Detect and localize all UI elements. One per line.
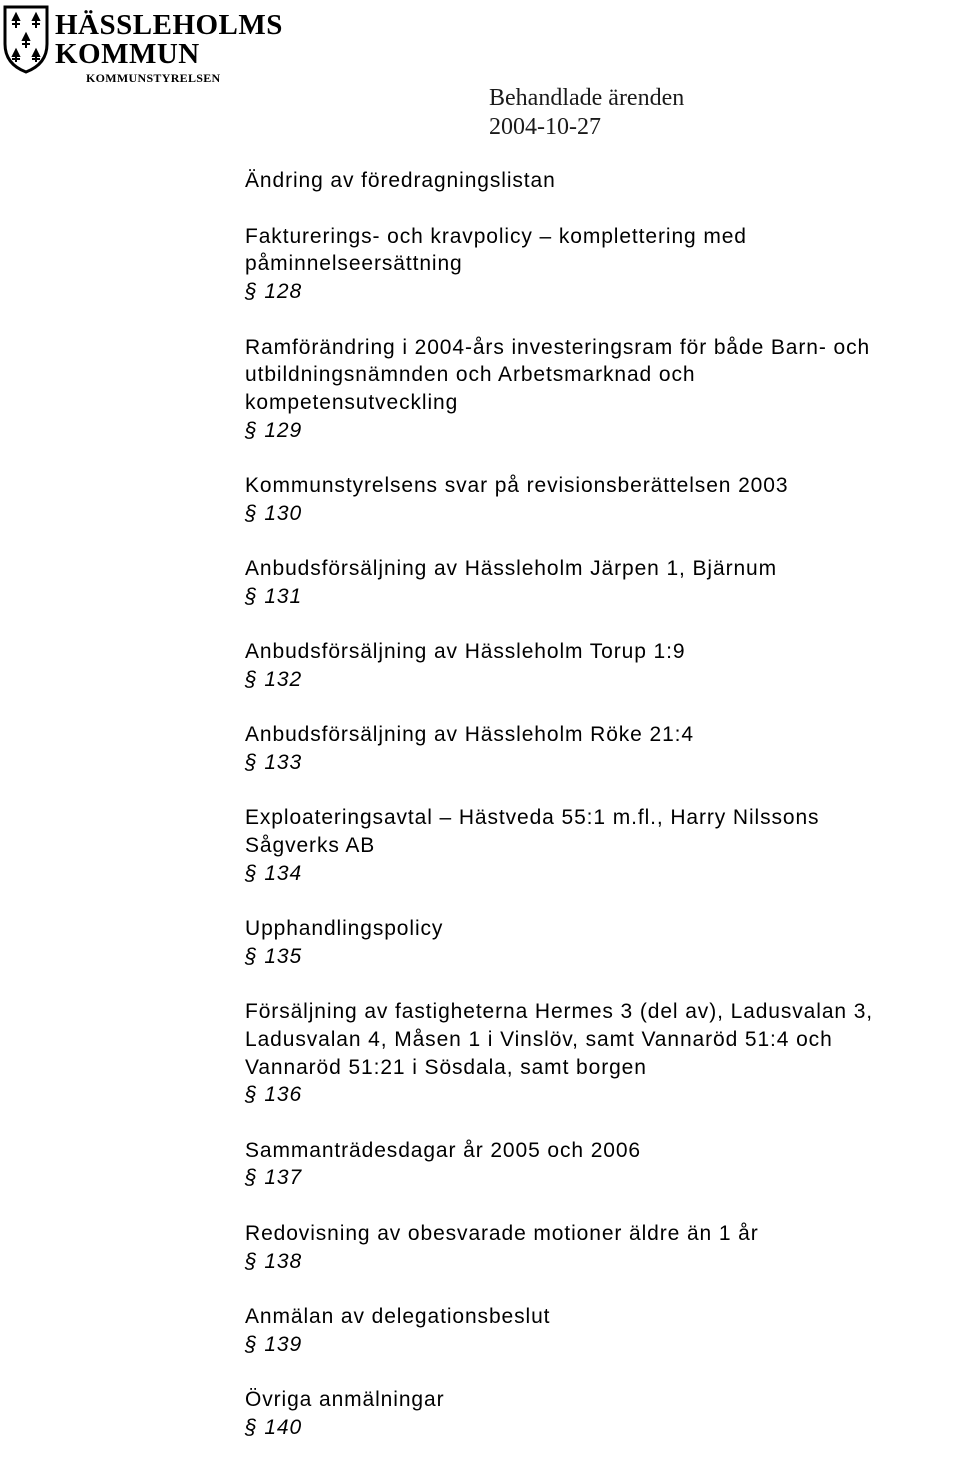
agenda-item-title: Övriga anmälningar (245, 1388, 445, 1412)
agenda-item-section: § 139 (245, 1332, 303, 1356)
agenda-item-title: Exploateringsavtal – Hästveda 55:1 m.fl., Harry Nilssons Sågverks AB (245, 806, 820, 858)
agenda-item (245, 1386, 960, 1441)
agenda-first-item: Ändring av föredragningslistan (245, 169, 556, 192)
agenda-item-section: § 138 (245, 1249, 303, 1273)
agenda-item-title: Upphandlingspolicy (245, 917, 444, 941)
agenda-item-title: Försäljning av fastigheterna Hermes 3 (del av), Ladusvalan 3, Ladusvalan 4, Måsen 1 i Vinslöv, samt Vannaröd 51:4 och Vannaröd 51:21 i Sösdala, samt borgen (245, 1000, 874, 1079)
agenda-item-section: § 129 (245, 418, 303, 442)
logo-text-line2: KOMMUN (55, 38, 200, 70)
agenda-item (245, 334, 960, 445)
agenda-item-title: Redovisning av obesvarade motioner äldre än 1 år (245, 1221, 759, 1245)
agenda-item-section: § 130 (245, 501, 303, 525)
agenda-item-section: § 135 (245, 944, 303, 968)
agenda-item-title: Anbudsförsäljning av Hässleholm Järpen 1, Bjärnum (245, 557, 778, 581)
agenda-item (245, 638, 960, 693)
agenda-item (245, 721, 960, 776)
agenda-item-section: § 133 (245, 750, 303, 774)
agenda-item-title: Anmälan av delegationsbeslut (245, 1304, 551, 1328)
logo-text-line1: HÄSSLEHOLMS (55, 9, 283, 41)
coat-of-arms-icon (2, 4, 50, 74)
agenda-item (245, 1220, 960, 1275)
agenda-item-title: Anbudsförsäljning av Hässleholm Torup 1:9 (245, 640, 686, 664)
agenda-item-section: § 128 (245, 280, 303, 304)
agenda-item-title: Ramförändring i 2004-års investeringsram för både Barn- och utbildningsnämnden och Arbetsmarknad och kompetensutveckling (245, 335, 871, 414)
agenda-item (245, 915, 960, 970)
municipality-logo (0, 0, 283, 90)
logo-text-line3: KOMMUNSTYRELSEN (86, 71, 221, 85)
document-header (489, 84, 684, 142)
agenda-item (245, 472, 960, 527)
agenda-item (245, 998, 960, 1109)
agenda-item (245, 1303, 960, 1358)
agenda-item-section: § 137 (245, 1166, 303, 1190)
agenda-item (245, 555, 960, 610)
agenda-item (245, 223, 960, 306)
agenda-item-section: § 132 (245, 667, 303, 691)
document-date: 2004-10-27 (489, 114, 601, 140)
agenda-item (245, 804, 960, 887)
agenda-item-title: Kommunstyrelsens svar på revisionsberättelsen 2003 (245, 474, 789, 497)
agenda-item-section: § 134 (245, 861, 303, 885)
document-title: Behandlade ärenden (489, 85, 685, 111)
agenda-item-title: Sammanträdesdagar år 2005 och 2006 (245, 1138, 642, 1162)
agenda-item-section: § 140 (245, 1415, 303, 1439)
agenda-item (245, 1137, 960, 1192)
agenda-item-title: Fakturerings- och kravpolicy – komplettering med påminnelseersättning (245, 224, 747, 276)
agenda-item-section: § 136 (245, 1083, 303, 1107)
agenda-list (245, 167, 960, 1469)
agenda-item-title: Anbudsförsäljning av Hässleholm Röke 21:4 (245, 723, 694, 747)
agenda-item-section: § 131 (245, 584, 303, 608)
